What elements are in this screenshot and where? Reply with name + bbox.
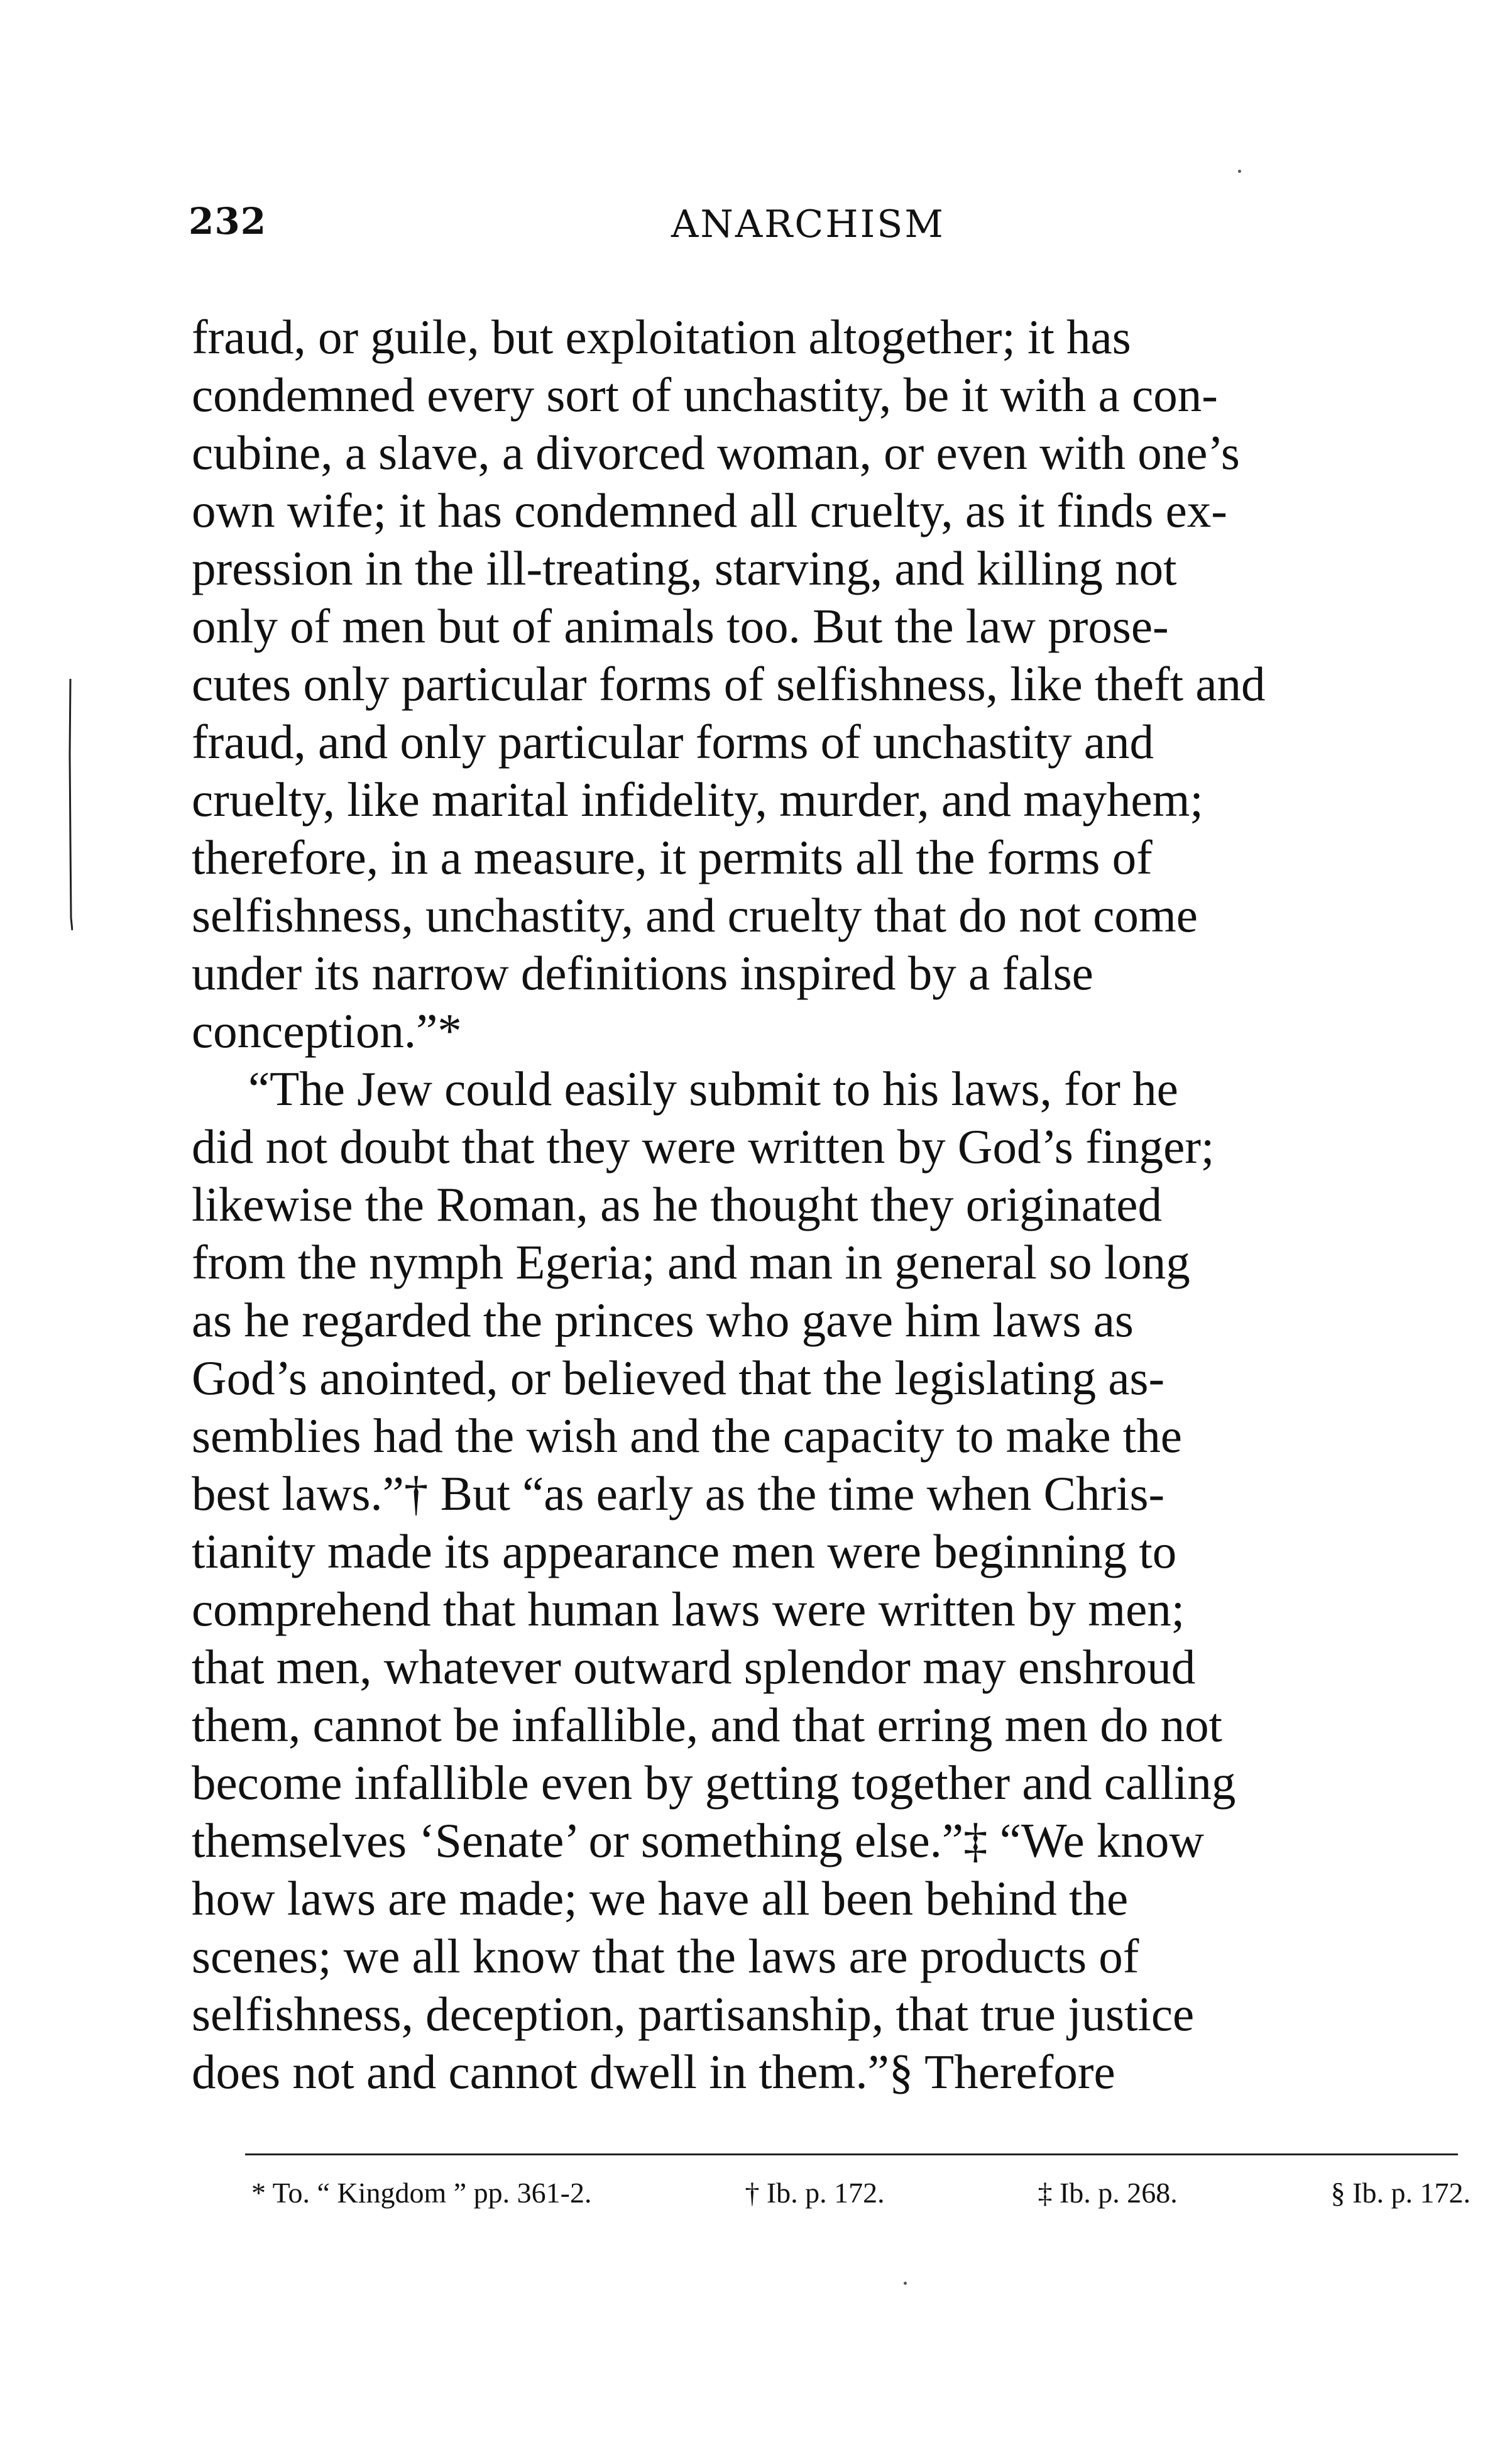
text-line: them, cannot be infallible, and that erring men do not	[192, 1698, 1223, 1752]
text-line: pression in the ill-treating, starving, and killing not	[192, 541, 1177, 595]
text-line: own wife; it has condemned all cruelty, as it finds ex-	[192, 483, 1227, 537]
text-line: from the nymph Egeria; and man in general so long	[192, 1235, 1190, 1289]
footnote: * To. “ Kingdom ” pp. 361-2.	[251, 2177, 592, 2209]
text-line: therefore, in a measure, it permits all the forms of	[192, 830, 1153, 884]
text-line: “The Jew could easily submit to his laws, for he	[248, 1062, 1178, 1116]
text-line: tianity made its appearance men were beginning to	[192, 1524, 1177, 1578]
text-line: only of men but of animals too. But the law prose-	[192, 599, 1169, 653]
text-line: cubine, a slave, a divorced woman, or even with one’s	[192, 426, 1240, 480]
text-line: did not doubt that they were written by God’s finger;	[192, 1119, 1215, 1174]
text-line: semblies had the wish and the capacity to make the	[192, 1409, 1182, 1463]
footnotes	[251, 2176, 1471, 2209]
footnote-rule	[245, 2153, 1458, 2155]
text-line: selfishness, deception, partisanship, that true justice	[192, 1987, 1195, 2041]
text-line: God’s anointed, or believed that the legislating as-	[192, 1351, 1165, 1405]
text-line: selfishness, unchastity, and cruelty that do not come	[192, 888, 1198, 942]
text-line: cutes only particular forms of selfishness, like theft and	[192, 657, 1266, 711]
text-line: likewise the Roman, as he thought they originated	[192, 1177, 1162, 1231]
text-line: best laws.”† But “as early as the time when Chris-	[192, 1466, 1165, 1520]
paper-speck	[904, 2282, 907, 2285]
text-line: fraud, or guile, but exploitation altogether; it has	[192, 310, 1131, 364]
text-line: comprehend that human laws were written by men;	[192, 1582, 1185, 1636]
text-line: under its narrow definitions inspired by a false	[192, 946, 1093, 1000]
footnote: † Ib. p. 172.	[745, 2177, 885, 2209]
paper-speck	[1238, 170, 1241, 173]
text-line: that men, whatever outward splendor may enshroud	[192, 1640, 1196, 1694]
text-line: as he regarded the princes who gave him laws as	[192, 1293, 1134, 1347]
footnote: ‡ Ib. p. 268.	[1038, 2177, 1178, 2209]
page-number: 232	[189, 200, 267, 243]
text-line: does not and cannot dwell in them.”§ Therefore	[192, 2045, 1115, 2099]
margin-pencil-mark	[68, 679, 73, 930]
text-line: themselves ‘Senate’ or something else.”‡ “We know	[192, 1813, 1205, 1867]
body-text	[192, 308, 1467, 2101]
text-line: scenes; we all know that the laws are products of	[192, 1929, 1139, 1983]
text-line: conception.”*	[192, 1004, 462, 1058]
text-line: become infallible even by getting together and calling	[192, 1756, 1236, 1810]
text-line: cruelty, like marital infidelity, murder, and mayhem;	[192, 773, 1203, 827]
text-line: fraud, and only particular forms of unchastity and	[192, 715, 1154, 769]
text-line: condemned every sort of unchastity, be it with a con-	[192, 368, 1218, 422]
running-head: ANARCHISM	[671, 202, 945, 246]
text-line: how laws are made; we have all been behind the	[192, 1871, 1129, 1925]
footnote: § Ib. p. 172.	[1330, 2177, 1471, 2209]
